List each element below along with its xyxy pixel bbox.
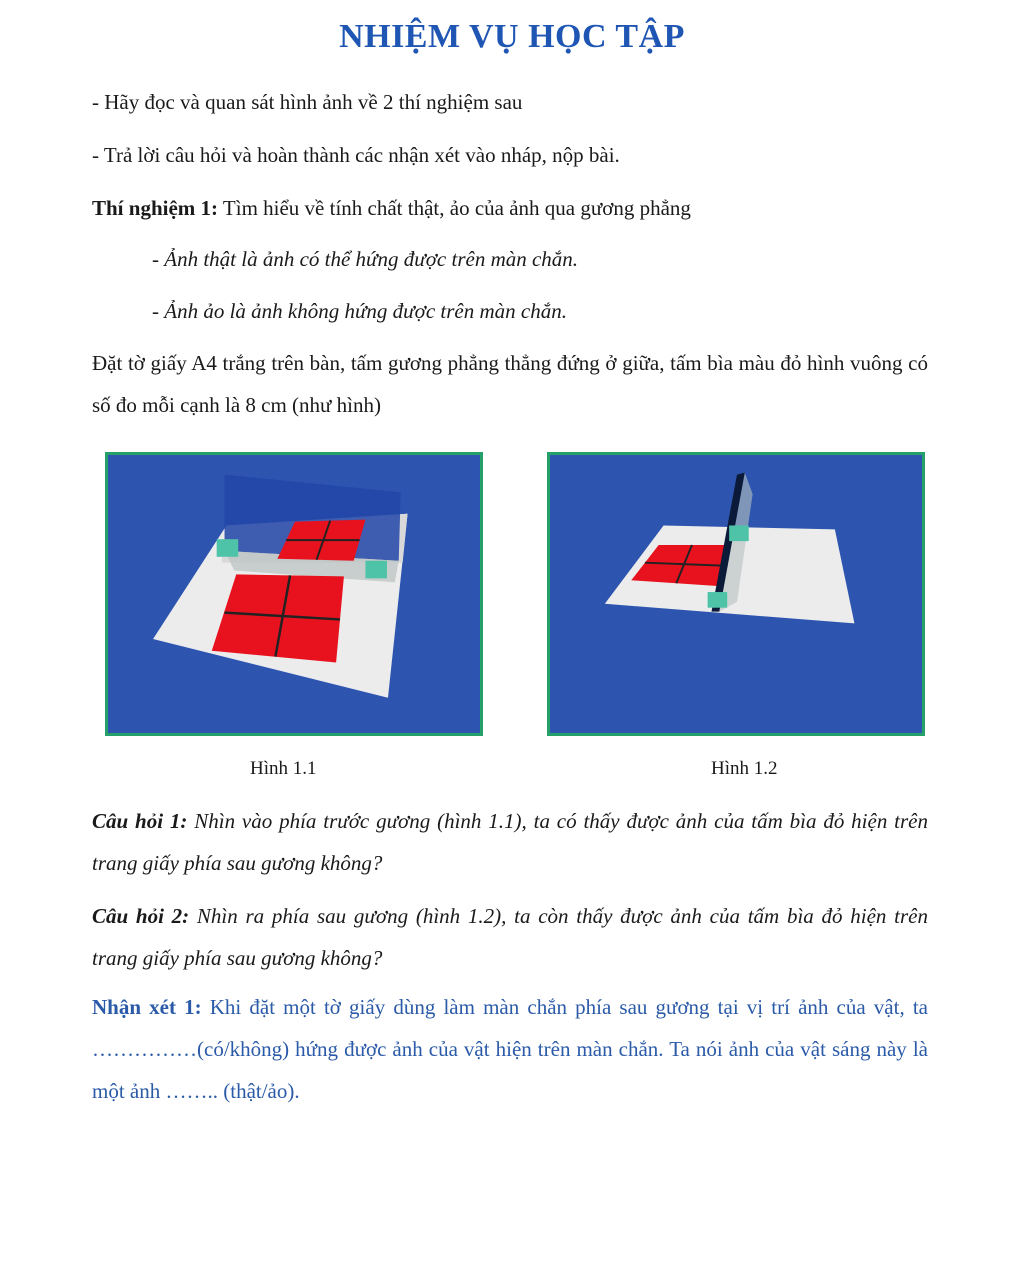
question-1-text: Nhìn vào phía trước gương (hình 1.1), ta có thấy được ảnh của tấm bìa đỏ hiện trên trang giấy phía sau gương không?: [92, 809, 928, 875]
remark-1-label: Nhận xét 1:: [92, 995, 202, 1019]
real-image-note: - Ảnh thật là ảnh có thể hứng được trên màn chắn.: [152, 247, 579, 271]
figure-1-2-caption: Hình 1.2: [711, 758, 778, 779]
experiment-text: Tìm hiểu về tính chất thật, ảo của ảnh qua gương phẳng: [218, 196, 691, 220]
instruction-1: - Hãy đọc và quan sát hình ảnh về 2 thí nghiệm sau: [92, 90, 523, 114]
remark-1: [92, 986, 928, 1112]
question-1-label: Câu hỏi 1:: [92, 809, 188, 833]
page-title: NHIỆM VỤ HỌC TẬP: [339, 18, 685, 55]
figure-1-2-illustration: [550, 455, 922, 733]
figure-1-1-caption: Hình 1.1: [250, 758, 317, 779]
setup-paragraph: Đặt tờ giấy A4 trắng trên bàn, tấm gương phẳng thẳng đứng ở giữa, tấm bìa màu đỏ hình vuông có số đo mỗi cạnh là 8 cm (như hình): [92, 351, 928, 417]
question-2-label: Câu hỏi 2:: [92, 904, 190, 928]
experiment-label: Thí nghiệm 1:: [92, 196, 219, 220]
remark-1-text: Khi đặt một tờ giấy dùng làm màn chắn phía sau gương tại vị trí ảnh của vật, ta ……………(có/không) hứng được ảnh của vật hiện trên màn chắn. Ta nói ảnh của vật sáng này là một ảnh …….. (thật/ảo).: [92, 995, 928, 1103]
figure-1-1-illustration: [108, 455, 480, 733]
question-2-text: Nhìn ra phía sau gương (hình 1.2), ta còn thấy được ảnh của tấm bìa đỏ hiện trên trang giấy phía sau gương không?: [92, 904, 928, 970]
question-2: [92, 895, 928, 979]
figure-1-1: [105, 452, 483, 736]
question-1: [92, 800, 928, 884]
experiment-heading: [92, 193, 691, 223]
figure-1-2: [547, 452, 925, 736]
virtual-image-note: - Ảnh ảo là ảnh không hứng được trên màn chắn.: [152, 299, 567, 323]
instruction-2: - Trả lời câu hỏi và hoàn thành các nhận xét vào nháp, nộp bài.: [92, 143, 620, 167]
